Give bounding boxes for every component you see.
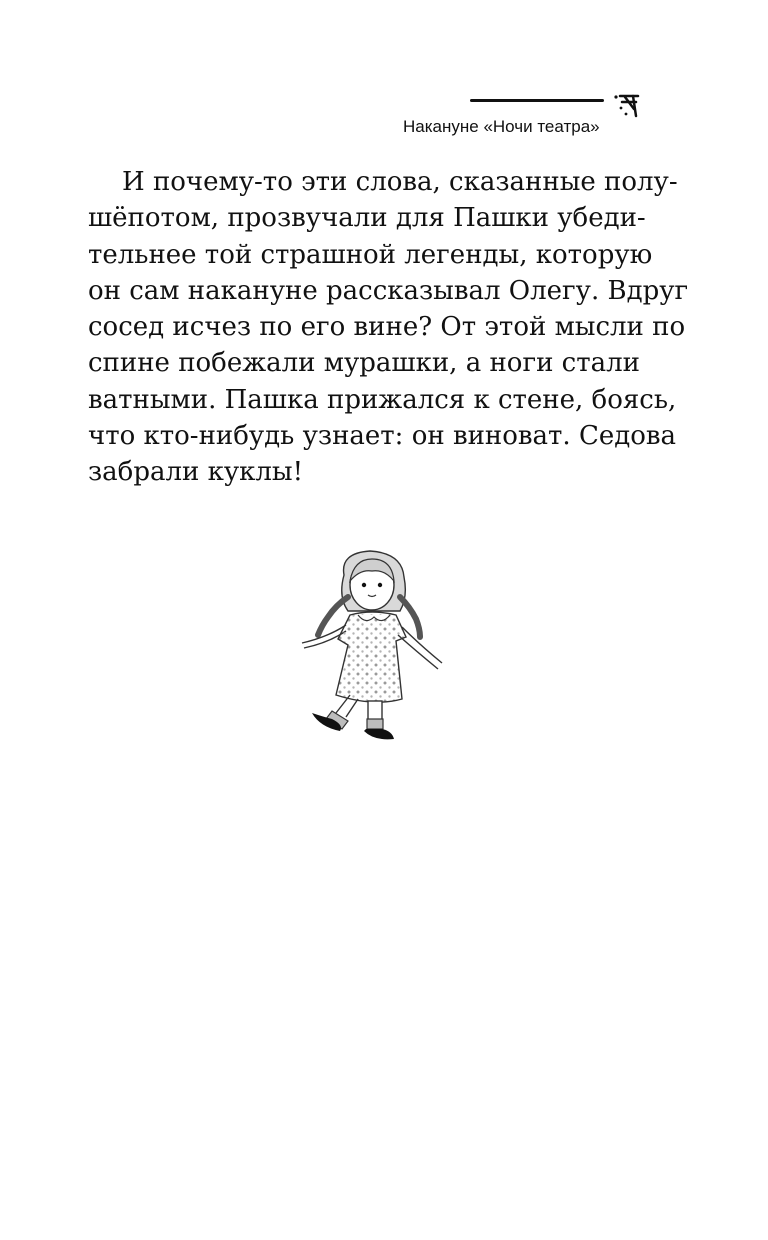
text-line: сосед исчез по его вине? От этой мысли по: [88, 312, 686, 343]
header-rule: [470, 99, 604, 102]
text-line: спине побежали мурашки, а ноги стали: [88, 348, 640, 379]
text-line: шёпотом, прозвучали для Пашки убеди-: [88, 203, 646, 234]
text-line: И почему-то эти слова, сказанные полу-: [122, 167, 678, 197]
text-line: ватными. Пашка прижался к стене, боясь,: [88, 384, 677, 415]
text-line: он сам накануне рассказывал Олегу. Вдруг: [88, 275, 689, 306]
doll-girl-illustration: [292, 545, 452, 745]
text-line: что кто-нибудь узнает: он виноват. Седова: [88, 421, 677, 452]
text-line: забрали куклы!: [88, 457, 304, 488]
running-head: [400, 92, 644, 142]
sparkle-icon: [612, 92, 640, 118]
body-paragraph: [88, 164, 689, 491]
text-line: тельнее той страшной легенды, которую: [88, 239, 653, 270]
running-title: Накануне «Ночи театра»: [403, 117, 600, 136]
